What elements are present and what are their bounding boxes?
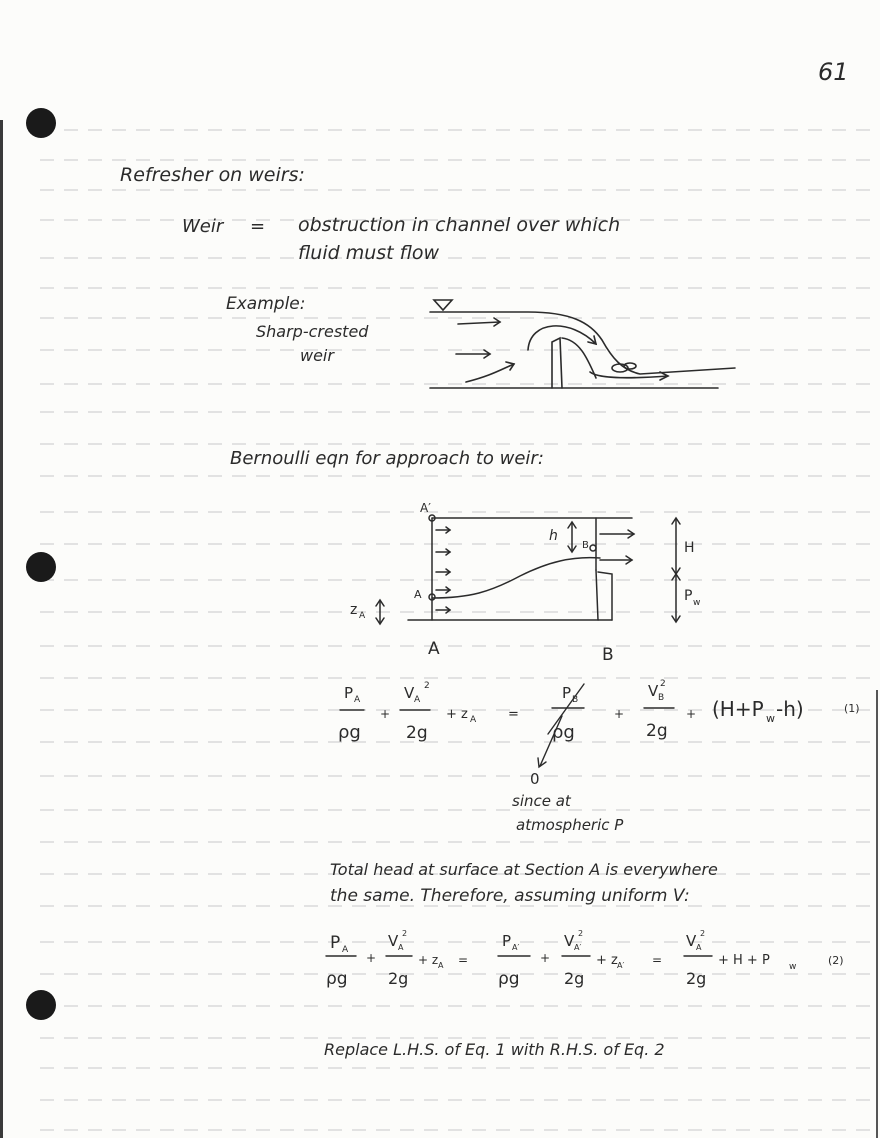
eq2-p4-sub: A′ [617, 961, 625, 970]
eq2-t2-den: 2g [388, 969, 409, 988]
eq2-t4-num: V [564, 932, 575, 950]
label-pw: P [684, 588, 693, 604]
label-za: z [350, 602, 358, 618]
eq2-t1-den: ρg [326, 969, 348, 989]
page-number: 61 [818, 58, 849, 86]
eq2-t4-sub: A′ [574, 943, 582, 952]
eq1-lhs1-den: ρg [338, 722, 361, 743]
eq1-rhs1-num-sub: B [572, 695, 579, 705]
eq1-rhs2-num-sub: B [658, 693, 665, 703]
bernoulli-label: Bernoulli eqn for approach to weir: [230, 448, 544, 469]
example-label: Example: [226, 294, 306, 314]
section-a-label: A [428, 639, 440, 659]
heading: Refresher on weirs: [120, 164, 305, 186]
eq1-note-2: atmospheric P [516, 816, 624, 834]
eq2-eq2: = [652, 953, 663, 967]
eq1-equals: = [508, 707, 519, 722]
eq2-t4-den: 2g [564, 969, 585, 988]
eq1-paren-tail: -h) [776, 697, 804, 721]
eq1-rhs1-num: P [562, 684, 572, 702]
label-H: H [684, 540, 695, 556]
eq1-plus-za-sub: A [470, 715, 477, 725]
eq1-rhs2-num: V [648, 682, 659, 700]
eq1-lhs2-den: 2g [406, 723, 428, 743]
eq1-lhs1-num: P [344, 684, 354, 702]
eq2-t2-sup: 2 [402, 929, 408, 938]
eq2-p3: + [540, 951, 551, 965]
eq2-tail-sub: w [789, 962, 797, 972]
label-za-sub: A [359, 611, 366, 621]
eq1-plus-1: + [380, 707, 391, 721]
eq2-t5-den: 2g [686, 969, 707, 988]
label-h: h [549, 528, 558, 544]
eq2-p2-sub: A [438, 961, 444, 970]
label-a-point: A [414, 588, 422, 601]
eq1-rhs2-den: 2g [646, 721, 668, 741]
eq1-lhs2-num-sup: 2 [424, 681, 430, 691]
eq1-plus-za: + z [446, 707, 468, 722]
eq1-plus-3: + [614, 707, 625, 721]
eq2-tail: + H + P [718, 953, 770, 968]
label-a-prime: A′ [420, 501, 431, 515]
eq1-lhs1-num-sub: A [354, 695, 361, 705]
label-pw-sub: w [693, 598, 701, 608]
eq1-rhs2-num-sup: 2 [660, 679, 666, 689]
eq2-p1: + [366, 951, 377, 965]
final-line: Replace L.H.S. of Eq. 1 with R.H.S. of Eq. 2 [324, 1040, 665, 1059]
eq1-note-1: since at [512, 792, 571, 810]
eq2-eq1: = [458, 953, 469, 967]
eq2-t3-sub: A′ [512, 943, 520, 952]
example-caption-1: Sharp-crested [256, 322, 369, 341]
eq2-t5-sub: A [696, 943, 702, 952]
definition-line-2: fluid must flow [298, 242, 440, 264]
eq1-zero: 0 [530, 770, 540, 788]
eq1-lhs2-num-sub: A [414, 695, 421, 705]
eq1-rhs1-den: ρg [552, 722, 575, 743]
label-b-point: B [582, 540, 589, 551]
eq1-lhs2-num: V [404, 684, 415, 702]
eq2-number: (2) [828, 954, 844, 967]
eq2-t3-num: P [502, 932, 512, 950]
eq2-t2-sub: A [398, 943, 404, 952]
definition-line-1: obstruction in channel over which [298, 214, 621, 236]
definition-term: Weir [182, 216, 224, 237]
eq2-p2: + z [418, 953, 439, 967]
eq1-paren-sub: w [766, 712, 775, 725]
section-b-label: B [602, 645, 614, 665]
definition-equals: = [250, 216, 266, 237]
eq2-t5-num: V [686, 932, 697, 950]
eq2-t3-den: ρg [498, 969, 520, 989]
eq2-t1-num: P [330, 933, 341, 953]
eq1-plus-4: + [686, 707, 697, 721]
example-caption-2: weir [300, 346, 334, 365]
eq2-t1-sub: A [342, 945, 349, 955]
eq2-t2-num: V [388, 932, 399, 950]
eq2-p4: + z [596, 953, 618, 968]
eq2-t5-sup: 2 [700, 929, 706, 938]
eq1-paren-term: (H+P [712, 697, 764, 721]
paragraph-line-1: Total head at surface at Section A is everywhere [330, 860, 718, 879]
eq1-number: (1) [844, 702, 860, 715]
eq2-t4-sup: 2 [578, 929, 584, 938]
paragraph-line-2: the same. Therefore, assuming uniform V: [330, 886, 690, 906]
